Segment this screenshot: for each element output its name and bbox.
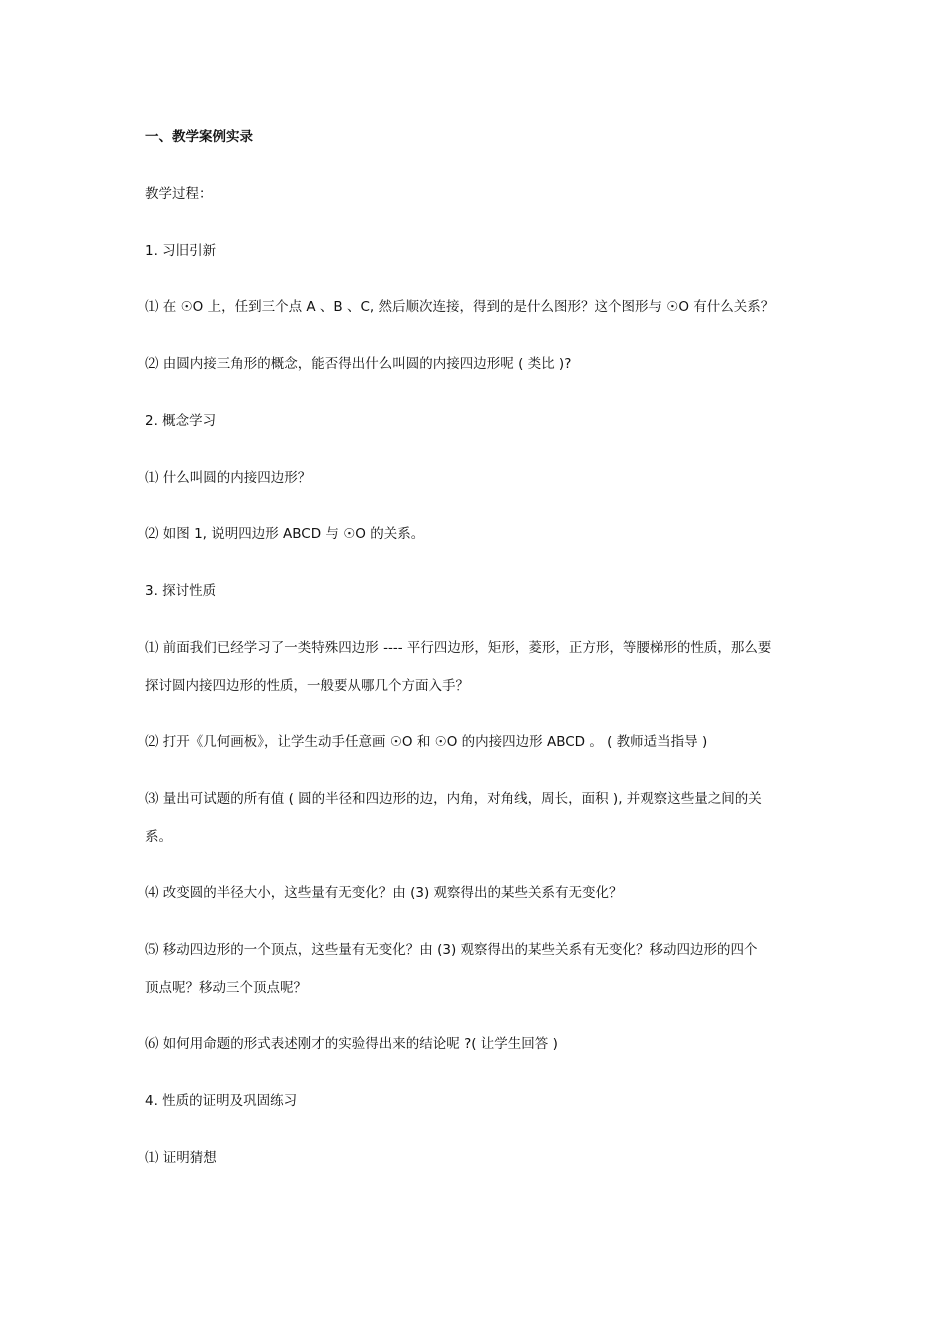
paragraph: ⑵ 由圆内接三角形的概念，能否得出什么叫圆的内接四边形呢 ( 类比 )? bbox=[145, 356, 572, 372]
section-4-title: 4. 性质的证明及巩固练习 bbox=[145, 1093, 298, 1109]
paragraph: ⑵ 打开《几何画板》，让学生动手任意画 ☉O 和 ☉O 的内接四边形 ABCD 。 ( 教师适当指导 ) bbox=[145, 734, 708, 750]
paragraph: 顶点呢？移动三个顶点呢？ bbox=[145, 980, 307, 996]
paragraph: ⑴ 在 ☉O 上，任到三个点 A 、B 、C, 然后顺次连接，得到的是什么图形？这个图形与 ☉O 有什么关系？ bbox=[145, 299, 775, 315]
paragraph: ⑴ 什么叫圆的内接四边形？ bbox=[145, 470, 312, 486]
section-2-title: 2. 概念学习 bbox=[145, 413, 217, 429]
paragraph: ⑶ 量出可试题的所有值 ( 圆的半径和四边形的边，内角，对角线，周长，面积 ), 并观察这些量之间的关 bbox=[145, 791, 762, 807]
heading: 一、教学案例实录 bbox=[145, 129, 253, 145]
paragraph: ⑹ 如何用命题的形式表述刚才的实验得出来的结论呢 ?( 让学生回答 ) bbox=[145, 1036, 558, 1052]
paragraph: ⑷ 改变圆的半径大小，这些量有无变化？由 (3) 观察得出的某些关系有无变化？ bbox=[145, 885, 623, 901]
paragraph: ⑸ 移动四边形的一个顶点，这些量有无变化？由 (3) 观察得出的某些关系有无变化？移动四边形的四个 bbox=[145, 942, 758, 958]
process-label: 教学过程： bbox=[145, 186, 213, 202]
paragraph: 系。 bbox=[145, 829, 172, 845]
paragraph: ⑵ 如图 1, 说明四边形 ABCD 与 ☉O 的关系。 bbox=[145, 526, 425, 542]
section-3-title: 3. 探讨性质 bbox=[145, 583, 217, 599]
paragraph: 探讨圆内接四边形的性质，一般要从哪几个方面入手？ bbox=[145, 678, 469, 694]
paragraph: ⑴ 前面我们已经学习了一类特殊四边形 ---- 平行四边形，矩形，菱形，正方形，等腰梯形的性质，那么要 bbox=[145, 640, 772, 656]
section-1-title: 1. 习旧引新 bbox=[145, 243, 217, 259]
paragraph: ⑴ 证明猜想 bbox=[145, 1150, 217, 1166]
